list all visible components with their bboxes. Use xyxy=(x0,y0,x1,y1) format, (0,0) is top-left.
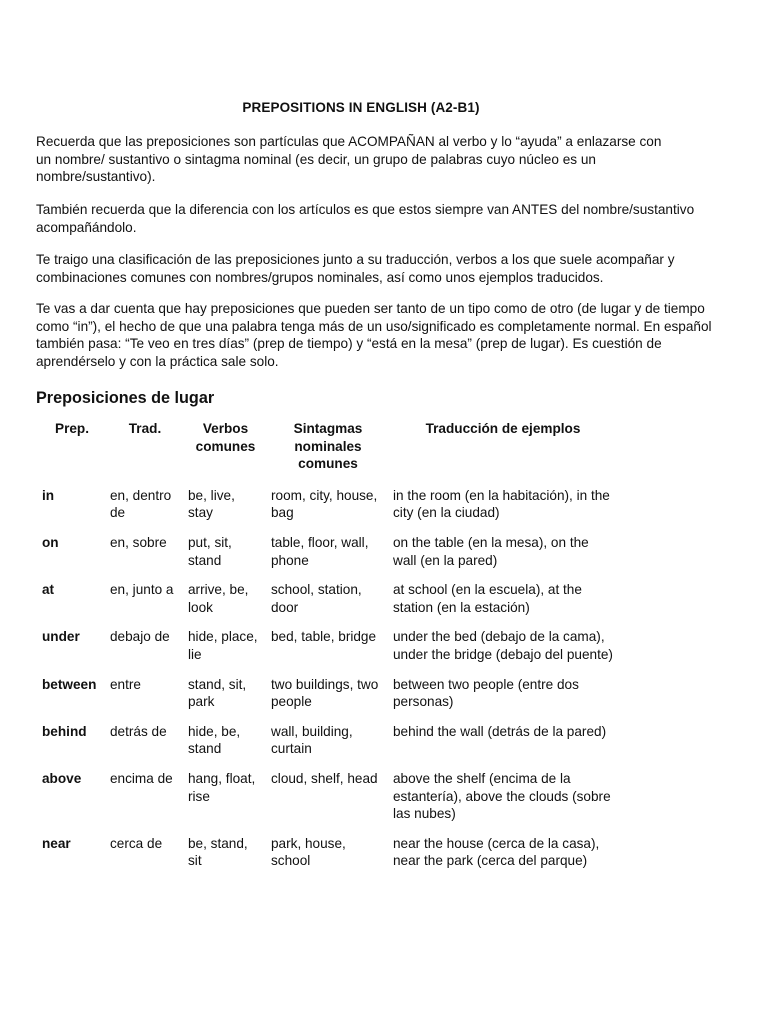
cell-verbs: arrive, be, look xyxy=(188,582,249,615)
cell-translation: at school (en la escuela), at the station (en la estación) xyxy=(393,582,582,615)
cell-trad: en, sobre xyxy=(110,534,167,550)
intro-paragraph-2: También recuerda que la diferencia con los artículos es que estos siempre van ANTES del nombre/sustantivo acompañándolo. xyxy=(36,202,695,235)
cell-trad: detrás de xyxy=(110,723,167,739)
header-prep: Prep. xyxy=(55,421,89,436)
table-row xyxy=(36,770,617,835)
cell-prep: above xyxy=(42,770,82,786)
table-header-row xyxy=(36,420,617,487)
cell-prep: behind xyxy=(42,723,87,739)
cell-prep: under xyxy=(42,629,80,645)
cell-sintagmas: wall, building, curtain xyxy=(271,723,353,757)
cell-prep: near xyxy=(42,835,71,851)
cell-translation: above the shelf (encima de la estantería), above the clouds (sobre las nubes) xyxy=(393,770,611,822)
cell-translation: near the house (cerca de la casa), near the park (cerca del parque) xyxy=(393,835,600,869)
cell-trad: debajo de xyxy=(110,629,170,645)
cell-verbs: put, sit, stand xyxy=(188,534,232,568)
section-heading: Preposiciones de lugar xyxy=(36,389,215,407)
header-sintagmas: Sintagmas nominales comunes xyxy=(293,421,363,472)
cell-verbs: stand, sit, park xyxy=(188,676,247,710)
table-row xyxy=(36,534,617,581)
table-header xyxy=(36,420,617,487)
cell-verbs: hide, place, lie xyxy=(188,629,258,662)
table-row xyxy=(36,676,617,723)
cell-verbs: be, live, stay xyxy=(188,487,235,521)
cell-trad: en, junto a xyxy=(110,582,174,598)
header-trad: Trad. xyxy=(128,421,162,436)
prepositions-table xyxy=(36,420,617,882)
cell-prep: on xyxy=(42,534,59,550)
header-translation: Traducción de ejemplos xyxy=(425,421,581,436)
header-verbs: Verbos comunes xyxy=(195,421,256,454)
cell-verbs: hang, float, rise xyxy=(188,770,256,804)
cell-translation: under the bed (debajo de la cama), under the bridge (debajo del puente) xyxy=(393,629,613,662)
cell-sintagmas: bed, table, bridge xyxy=(271,629,377,645)
cell-sintagmas: room, city, house, bag xyxy=(271,487,378,521)
cell-sintagmas: school, station, door xyxy=(271,582,362,615)
intro-paragraph-3: Te traigo una clasificación de las preposiciones junto a su traducción, verbos a los que suele acompañar y combinaciones comunes con nombres/grupos nominales, así como unos ejemplos traducidos. xyxy=(36,252,675,285)
cell-trad: entre xyxy=(110,676,141,692)
cell-trad: en, dentro de xyxy=(110,487,172,521)
cell-translation: between two people (entre dos personas) xyxy=(393,676,579,710)
cell-translation: on the table (en la mesa), on the wall (en la pared) xyxy=(393,534,589,568)
intro-paragraph-1: Recuerda que las preposiciones son partículas que ACOMPAÑAN al verbo y lo “ayuda” a enlazarse con un nombre/ sustantivo o sintagma nominal (es decir, un grupo de palabras cuyo núcleo es un nombre/sustantivo). xyxy=(36,134,662,185)
table-row xyxy=(36,581,617,628)
table-body xyxy=(36,487,617,882)
cell-sintagmas: cloud, shelf, head xyxy=(271,770,378,786)
cell-trad: encima de xyxy=(110,770,173,786)
table-row xyxy=(36,628,617,675)
cell-trad: cerca de xyxy=(110,835,163,851)
cell-sintagmas: two buildings, two people xyxy=(271,676,379,710)
cell-sintagmas: park, house, school xyxy=(271,835,346,869)
cell-prep: in xyxy=(42,487,55,503)
cell-translation: behind the wall (detrás de la pared) xyxy=(393,723,607,739)
table-row xyxy=(36,835,617,882)
document-title: PREPOSITIONS IN ENGLISH (A2-B1) xyxy=(242,100,480,115)
cell-prep: at xyxy=(42,582,55,598)
table-row xyxy=(36,487,617,534)
cell-verbs: be, stand, sit xyxy=(188,835,248,869)
cell-translation: in the room (en la habitación), in the city (en la ciudad) xyxy=(393,487,610,521)
cell-sintagmas: table, floor, wall, phone xyxy=(271,534,369,568)
intro-paragraph-4: Te vas a dar cuenta que hay preposiciones que pueden ser tanto de un tipo como de otro (de lugar y de tiempo como “in”), el hecho de que una palabra tenga más de un uso/significado es completamente normal. En español también pasa: “Te veo en tres días” (prep de tiempo) y “está en la mesa” (prep de lugar). Es cuestión de aprendérselo y con la práctica sale solo. xyxy=(36,301,712,369)
cell-verbs: hide, be, stand xyxy=(188,723,241,757)
table-row xyxy=(36,723,617,770)
cell-prep: between xyxy=(42,676,97,692)
